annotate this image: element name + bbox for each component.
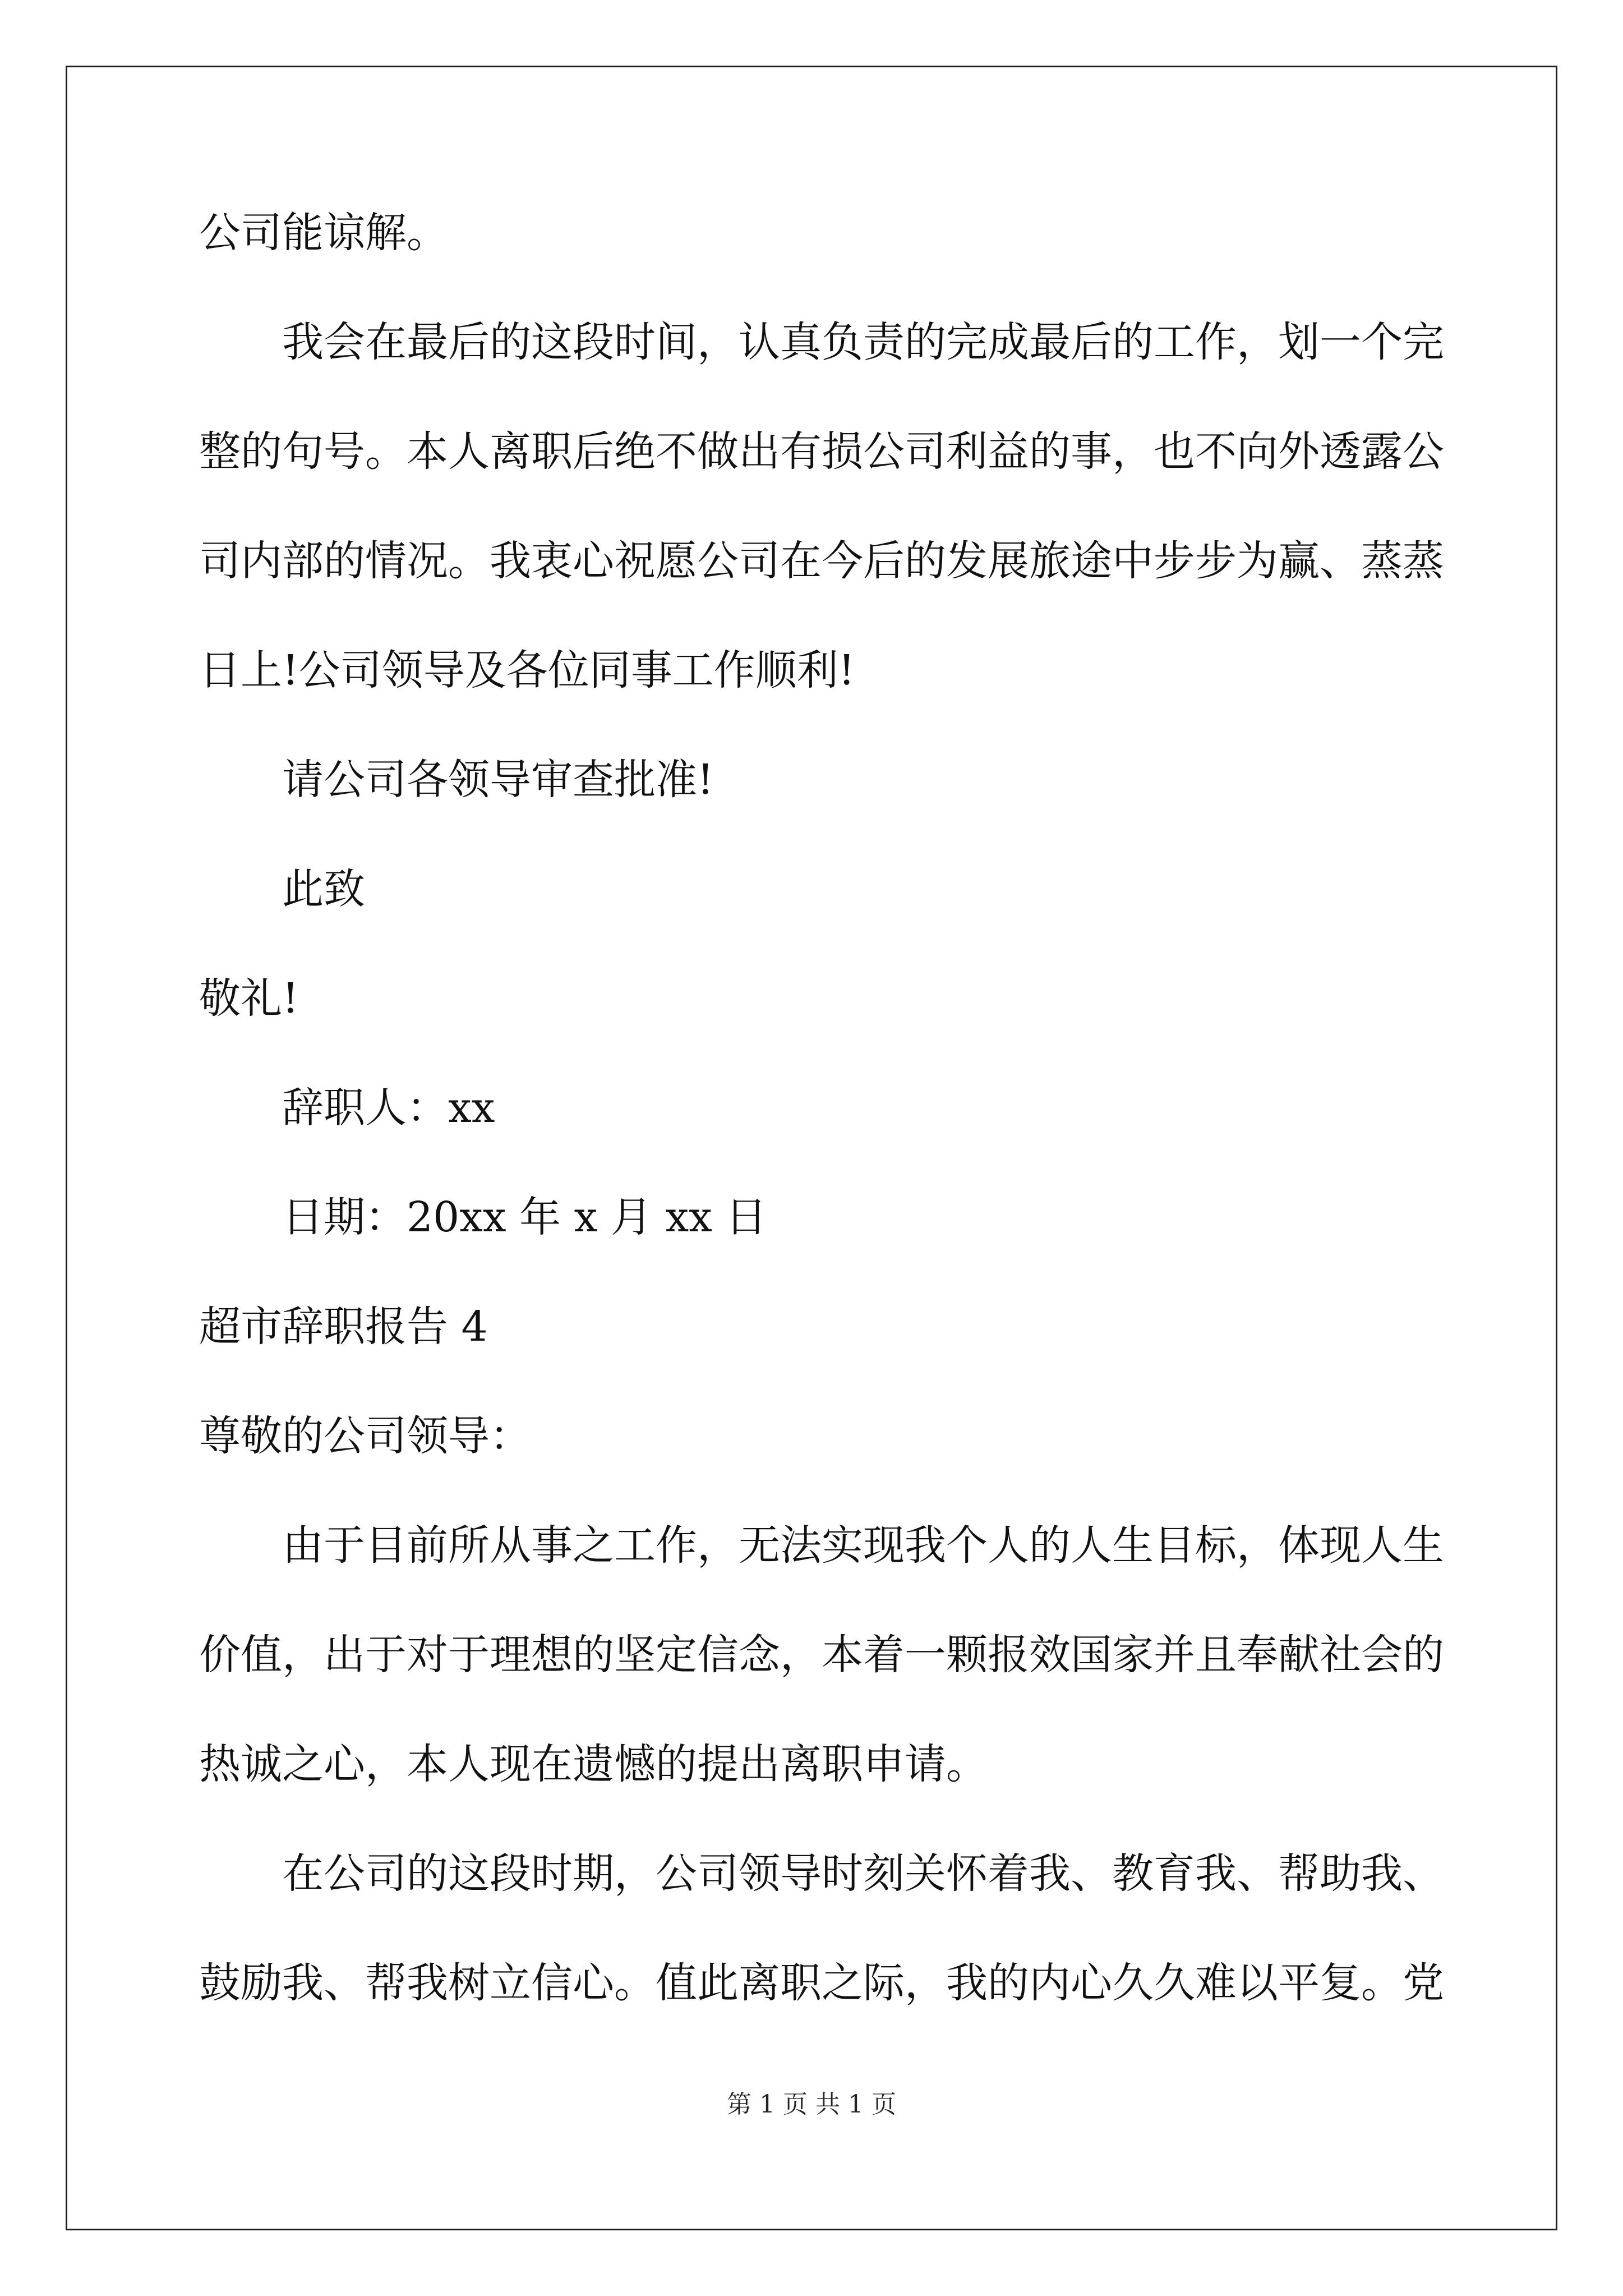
closing-salutation: 此致 [282,865,365,913]
text-line: 整的句号。本人离职后绝不做出有损公司利益的事，也不向外透露公 [199,427,1444,476]
text-line: 鼓励我、帮我树立信心。值此离职之际，我的内心久久难以平复。党 [199,1959,1444,2007]
page-border [66,66,1557,2230]
date-line: 日期：20xx 年 x 月 xx 日 [282,1193,767,1241]
paragraph-line: 在公司的这段时期，公司领导时刻关怀着我、教育我、帮助我、 [282,1849,1444,1898]
paragraph-line: 由于目前所从事之工作，无法实现我个人的人生目标，体现人生 [282,1521,1444,1570]
text-line: 司内部的情况。我衷心祝愿公司在今后的发展旅途中步步为赢、蒸蒸 [199,537,1444,585]
page-footer: 第 1 页 共 1 页 [727,2090,896,2119]
text-line: 公司能谅解。 [199,209,448,257]
closing-regards: 敬礼! [199,974,299,1023]
section-title: 超市辞职报告 4 [199,1303,488,1351]
text-line: 价值，出于对于理想的坚定信念，本着一颗报效国家并且奉献社会的 [199,1631,1444,1679]
paragraph-line: 请公司各领导审查批准! [282,756,714,804]
signer-line: 辞职人：xx [282,1084,495,1132]
paragraph-line: 我会在最后的这段时间，认真负责的完成最后的工作，划一个完 [282,318,1444,366]
text-line: 日上!公司领导及各位同事工作顺利! [199,646,855,694]
text-line: 热诚之心，本人现在遗憾的提出离职申请。 [199,1740,988,1788]
greeting-line: 尊敬的公司领导： [199,1412,531,1460]
